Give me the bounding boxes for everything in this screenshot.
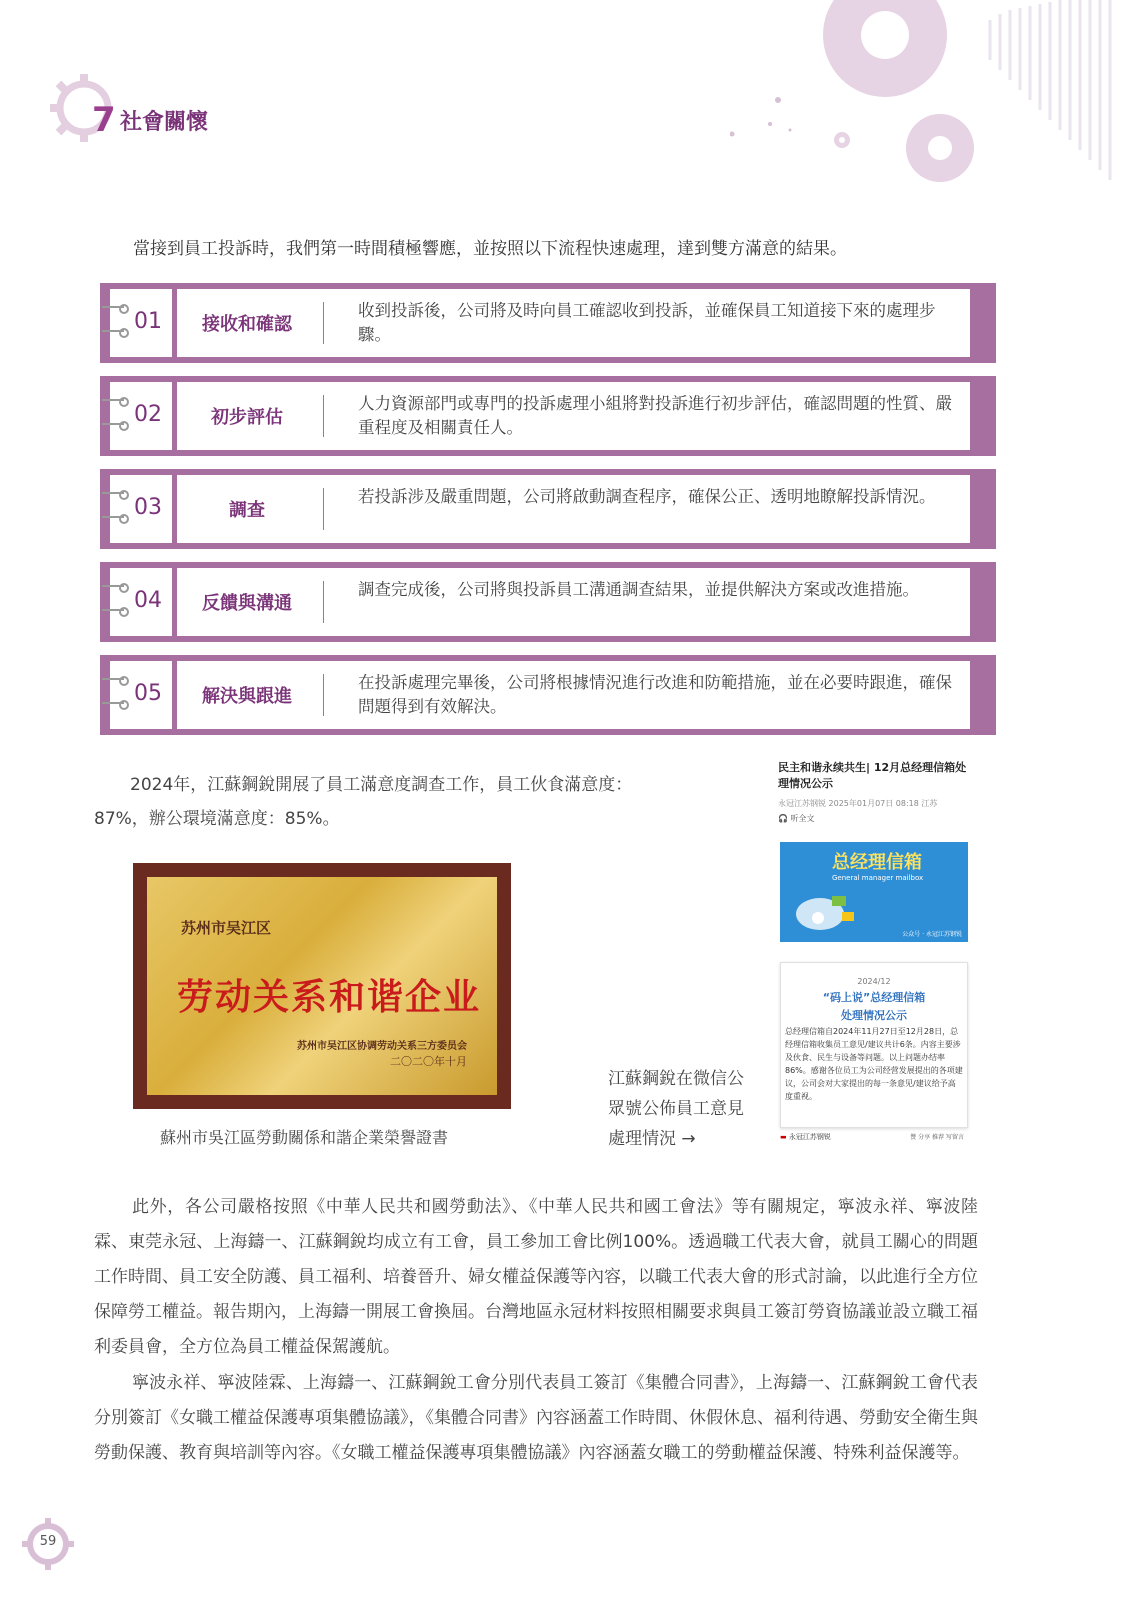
process-step (100, 469, 996, 549)
wechat-caption: 江蘇鋼銳在微信公眾號公佈員工意見處理情況 → (608, 1069, 744, 1149)
article-title: 民主和谐永续共生| 12月总经理信箱处理情况公示 (778, 761, 967, 790)
step-title: 解決與跟進 (202, 686, 292, 707)
account-logo-icon: ▬ (780, 1133, 787, 1141)
survey-paragraph: 2024年，江蘇鋼銳開展了員工滿意度調查工作，員工伙食滿意度：87%，辦公環境滿意度：85%。 (94, 775, 633, 829)
banner-subtitle: General manager mailbox (832, 874, 924, 882)
section-number: 7 (92, 100, 116, 140)
notice-date: 2024/12 (857, 977, 891, 986)
section-title: 社會關懷 (120, 110, 209, 135)
listen-link[interactable]: 🎧 听全文 (778, 814, 815, 823)
article-meta: 永冠江苏钢锐 2025年01月07日 08:18 江苏 (778, 799, 938, 808)
step-title: 初步評估 (211, 407, 283, 428)
step-number: 02 (134, 402, 162, 427)
banner-footer: 公众号 · 永冠江苏钢锐 (902, 931, 962, 938)
notice-body: 总经理信箱自2024年11月27日至12月28日，总经理信箱收集员工意见/建议共计6条。内容主要涉及伙食、民生与设备等问题。以上问题办结率86%。感谢各位员工为公司经营发展提出的各项建议，公司会对大家提出的每一条意见/建议给予高度重视。 (785, 1027, 963, 1101)
step-title: 接收和確認 (202, 314, 292, 335)
step-description: 若投訴涉及嚴重問題，公司將啟動調查程序，確保公正、透明地瞭解投訴情況。 (358, 487, 936, 506)
binder-rings-icon (102, 392, 132, 440)
notice-title: “码上说”总经理信箱 (822, 991, 926, 1004)
step-number: 04 (134, 588, 162, 613)
honor-certificate-image (133, 863, 511, 1109)
notice-subtitle: 处理情况公示 (841, 1009, 907, 1022)
article-actions[interactable]: 赞 分享 推荐 写留言 (910, 1134, 964, 1141)
binder-rings-icon (102, 485, 132, 533)
plaque-caption: 蘇州市吳江區勞動關係和諧企業榮譽證書 (160, 1128, 449, 1147)
mailbox-icon (790, 882, 860, 937)
step-description: 在投訴處理完畢後，公司將根據情況進行改進和防範措施，並在必要時跟進，確保問題得到有效解決。 (358, 673, 952, 716)
agreement-paragraph: 寧波永祥、寧波陸霖、上海鑄一、江蘇鋼銳工會分別代表員工簽訂《集體合同書》，上海鑄一、江蘇鋼銳工會代表分別簽訂《女職工權益保護專項集體協議》，《集體合同書》內容涵蓋工作時間、休假休息、福利待遇、勞動安全衛生與勞動保護、教育與培訓等內容。《女職工權益保護專項集體協議》內容涵蓋女職工的勞動權益保護、特殊利益保護等。 (94, 1373, 978, 1463)
step-number: 05 (134, 681, 162, 706)
gear-decoration-icon (730, 0, 1124, 200)
step-description: 收到投訴後，公司將及時向員工確認收到投訴，並確保員工知道接下來的處理步驟。 (358, 301, 936, 344)
page-number: 59 (39, 1534, 57, 1549)
step-title: 調查 (229, 500, 265, 521)
mailbox-banner (780, 842, 968, 942)
process-step (100, 562, 996, 642)
step-title: 反饋與溝通 (202, 593, 292, 614)
intro-text: 當接到員工投訴時，我們第一時間積極響應，並按照以下流程快速處理，達到雙方滿意的結果。 (133, 239, 847, 259)
step-description: 調查完成後，公司將與投訴員工溝通調查結果，並提供解決方案或改進措施。 (358, 580, 919, 599)
step-number: 03 (134, 495, 162, 520)
plaque-date: 二〇二〇年十月 (390, 1055, 467, 1068)
process-step (100, 655, 996, 735)
banner-title: 总经理信箱 (832, 852, 922, 873)
union-paragraph: 此外，各公司嚴格按照《中華人民共和國勞動法》、《中華人民共和國工會法》等有關規定，寧波永祥、寧波陸霖、東莞永冠、上海鑄一、江蘇鋼銳均成立有工會，員工參加工會比例100%。透過職工代表大會，就員工關心的問題工作時間、員工安全防護、員工福利、培養晉升、婦女權益保護等內容，以職工代表大會的形式討論，以此進行全方位保障勞工權益。報告期內，上海鑄一開展工會換屆。台灣地區永冠材料按照相關要求與員工簽訂勞資協議並設立職工福利委員會，全方位為員工權益保駕護航。 (94, 1197, 978, 1357)
notice-card (780, 962, 968, 1128)
binder-rings-icon (102, 671, 132, 719)
step-number: 01 (134, 309, 162, 334)
process-step (100, 283, 996, 363)
account-name: 永冠江苏钢锐 (788, 1133, 831, 1141)
step-description: 人力資源部門或專門的投訴處理小組將對投訴進行初步評估，確認問題的性質、嚴重程度及相關責任人。 (358, 394, 952, 437)
plaque-issuer: 苏州市吴江区协调劳动关系三方委员会 (297, 1041, 467, 1052)
article-footer (780, 1132, 968, 1146)
plaque-district: 苏州市吴江区 (181, 919, 272, 937)
process-step (100, 376, 996, 456)
binder-rings-icon (102, 578, 132, 626)
binder-rings-icon (102, 299, 132, 347)
plaque-title: 劳动关系和谐企业 (177, 976, 482, 1018)
